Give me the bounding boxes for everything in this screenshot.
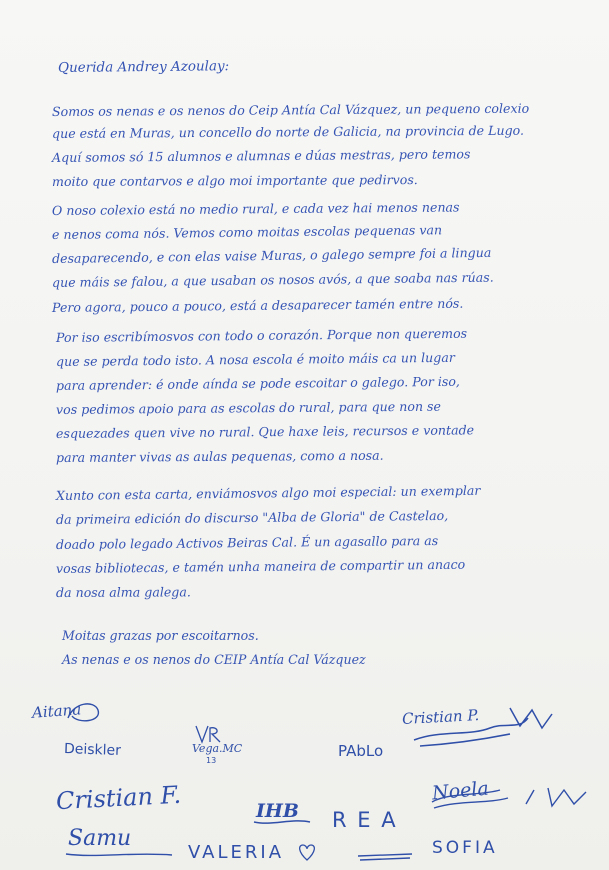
crossed-out-mark — [356, 846, 416, 864]
letter-line: Somos os nenas e os nenos do Ceip Antía Cal Vázquez, un pequeno colexio — [51, 100, 530, 119]
letter-line: moito que contarvos e algo moi importante que pedirvos. — [51, 172, 418, 189]
samu-underline-mark — [64, 850, 174, 860]
closing-signoff: As nenas e os nenos do CEIP Antía Cal Vázquez — [62, 652, 366, 667]
signature-aitana: Aitana — [31, 700, 82, 722]
letter-line: que está en Muras, un concello do norte de Galicia, na provincia de Lugo. — [51, 122, 525, 141]
signature-samu: Samu — [68, 826, 132, 851]
letter-line: Aquí somos só 15 alumnos e alumnas e dúas mestras, pero temos — [51, 146, 471, 165]
letter-line: que máis se falou, a que usaban os nosos avós, a que soaba nas rúas. — [51, 269, 494, 290]
letter-line: Por iso escribímosvos con todo o corazón. Porque non queremos — [55, 325, 468, 345]
signature-vega-number: 13 — [206, 756, 217, 765]
letter-line: esquezades quen vive no rural. Que haxe leis, recursos e vontade — [55, 422, 475, 441]
signature-deiskler: Deiskler — [63, 741, 122, 759]
letter-line: O noso colexio está no medio rural, e cada vez hai menos nenas — [51, 199, 460, 218]
letter-line: que se perda todo isto. A nosa escola é moito máis ca un lugar — [55, 349, 455, 369]
signature-cristian-p: Cristian P. — [401, 705, 480, 729]
cristian-p-scribble — [410, 700, 560, 756]
signature-pablo: PAbLo — [338, 742, 384, 760]
signature-noela: Noela — [431, 777, 490, 805]
signature-vega: Vega.MC — [192, 742, 243, 755]
signature-valeria: VALERIA — [188, 842, 285, 863]
heart-icon — [296, 842, 318, 862]
letter-line: e nenos coma nós. Vemos como moitas escolas pequenas van — [51, 222, 443, 242]
letter-line: Pero agora, pouco a pouco, está a desaparecer tamén entre nós. — [51, 295, 464, 315]
signature-rea: R E A — [332, 808, 398, 832]
letter-line: da primeira edición do discurso "Alba de Gloria" de Castelao, — [55, 507, 449, 527]
letter-line: vos pedimos apoio para as escolas do rural, para que non se — [55, 398, 442, 417]
letter-line: vosas bibliotecas, e tamén unha maneira de compartir un anaco — [55, 556, 466, 576]
ihb-underline-mark — [252, 816, 312, 828]
greeting: Querida Andrey Azoulay: — [57, 58, 230, 76]
aitana-loop-mark — [64, 700, 104, 726]
letter-line: para manter vivas as aulas pequenas, como a nosa. — [55, 447, 384, 465]
letter-line: Xunto con esta carta, enviámosvos algo moi especial: un exemplar — [55, 482, 481, 503]
letter-line: doado polo legado Activos Beiras Cal. É un agasallo para as — [55, 532, 439, 552]
signature-ihb: IHB — [256, 800, 299, 822]
letter-line: para aprender: é onde aínda se pode escoitar o galego. Por iso, — [55, 373, 460, 393]
closing-thanks: Moitas grazas por escoitarnos. — [62, 628, 259, 643]
signature-sofia: SOFIA — [432, 838, 498, 858]
letter-line: desaparecendo, e con elas vaise Muras, o galego sempre foi a lingua — [51, 244, 492, 266]
letter-line: da nosa alma galega. — [55, 584, 191, 600]
signature-cristian-f: Cristian F. — [55, 780, 182, 816]
noela-strike-mark — [430, 782, 590, 816]
